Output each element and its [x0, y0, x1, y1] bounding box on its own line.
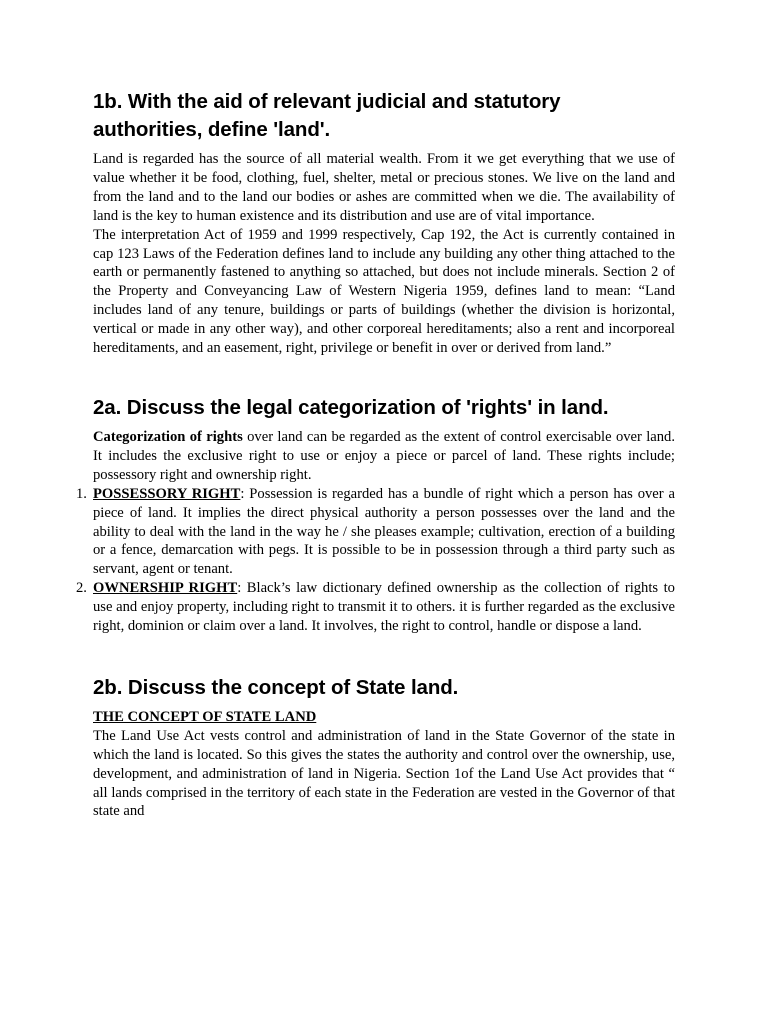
- ownership-right-text: : Black’s law dictionary defined ownership as the collection of rights to use and enjoy property, including right to transmit it to others. it is further regarded as the exclusive right, dominion or claim over a land. It involves, the right to control, handle or dispose a land.: [93, 580, 675, 635]
- categorization-text: over land can be regarded as the extent of control exercisable over land. It includes the exclusive right to use or enjoy a piece or parcel of land. These rights include; possessory right and ownership right.: [93, 428, 676, 483]
- section-2b: [93, 674, 675, 821]
- paragraph-interpretation-act: The interpretation Act of 1959 and 1999 respectively, Cap 192, the Act is currently contained in cap 123 Laws of the Federation defines land to include any building any other thing attached to the earth or permanently fastened to anything so attached, but does not include minerals. Section 2 of the Property and Conveyancing Law of Western Nigeria 1959, defines land to mean: “Land includes land of any tenure, buildings or parts of buildings (whether the division is horizontal, vertical or made in any other way), and other corporeal hereditaments; also a rent and incorporeal hereditaments, and an easement, right, privilege or benefit in over or derived from land.”: [93, 226, 675, 357]
- possessory-right-term: POSSESSORY RIGHT: [93, 485, 241, 502]
- paragraph-land-wealth: Land is regarded has the source of all material wealth. From it we get everything that we use of value whether it be food, clothing, fuel, shelter, metal or precious stones. We live on the land and from the land and to the land our bodies or ashes are committed when we die. The availability of land is the key to human existence and its distribution and use are of vital importance.: [93, 151, 675, 224]
- list-item-ownership-right: [76, 579, 675, 636]
- ownership-right-term: OWNERSHIP RIGHT: [93, 580, 238, 597]
- document-page: [76, 88, 676, 821]
- list-marker: 1.: [76, 485, 87, 502]
- rights-list: [76, 485, 675, 636]
- possessory-right-text: : Possession is regarded has a bundle of right which a person has over a piece of land. It implies the direct physical authority a person possesses over the land and the ability to deal with the land in the way he / she pleases example; cultivation, erection of a building or a fence, demarcation with pegs. It is possible to be in possession through a third party such as servant, agent or tenant.: [93, 485, 675, 578]
- state-land-title: THE CONCEPT OF STATE LAND: [93, 708, 317, 725]
- heading-1b: 1b. With the aid of relevant judicial and statutory authorities, define 'land'.: [93, 90, 561, 141]
- paragraph-categorization: [93, 428, 675, 485]
- section-2a: [76, 394, 676, 636]
- heading-2a: 2a. Discuss the legal categorization of 'rights' in land.: [93, 395, 609, 419]
- paragraph-land-use-act: The Land Use Act vests control and administration of land in the State Governor of the state in which the land is located. So this gives the states the authority and control over the ownership, use, development, and administration of land in Nigeria. Section 1of the Land Use Act provides that “ all lands comprised in the territory of each state in the Federation are vested in the Governor of that state and: [93, 727, 675, 820]
- heading-2b: 2b. Discuss the concept of State land.: [93, 675, 459, 699]
- subheading-state-land: [93, 708, 675, 727]
- categorization-term: Categorization of rights: [93, 428, 243, 445]
- list-item-possessory-right: [76, 485, 675, 580]
- list-marker: 2.: [76, 580, 87, 597]
- section-1b: [93, 88, 675, 358]
